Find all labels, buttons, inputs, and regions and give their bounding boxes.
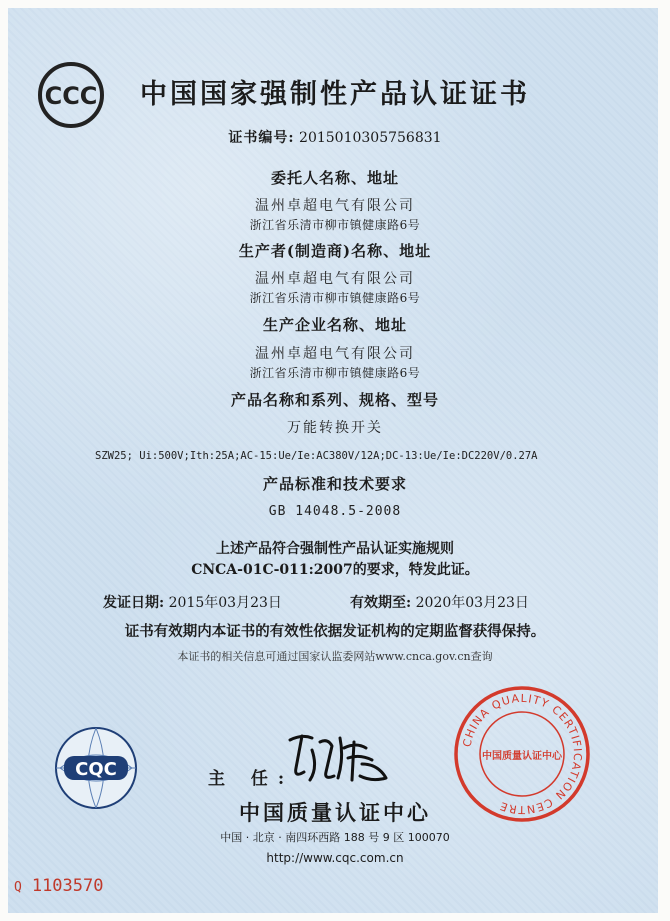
ccc-logo-icon: [36, 60, 106, 130]
product-standard: GB 14048.5-2008: [268, 504, 402, 519]
svg-text:CHINA QUALITY CERTIFICATION CE: CHINA QUALITY CERTIFICATION CENTRE: [460, 691, 585, 817]
director-label: 主 任:: [208, 769, 295, 789]
certificate-number-value: 2015010305756831: [299, 130, 442, 146]
serial-prefix: Q: [14, 880, 22, 895]
issue-date-label: 发证日期:: [103, 595, 165, 611]
official-seal-icon: [452, 684, 592, 824]
issue-date-block: [103, 592, 282, 612]
certificate-number-label: 证书编号:: [228, 130, 295, 146]
expiry-date-label: 有效期至:: [350, 595, 412, 611]
compliance-line-1: 上述产品符合强制性产品认证实施规则: [216, 541, 454, 557]
serial-number-value: 1103570: [31, 876, 104, 896]
svg-text:CCC: CCC: [44, 82, 98, 110]
applicant-heading: 委托人名称、地址: [270, 169, 399, 187]
director-signature-icon: [282, 728, 402, 788]
manufacturer-name: 温州卓超电气有限公司: [255, 271, 415, 287]
factory-address: 浙江省乐清市柳市镇健康路6号: [249, 366, 421, 380]
factory-name: 温州卓超电气有限公司: [255, 346, 415, 362]
expiry-date-block: [350, 592, 529, 612]
product-heading: 产品名称和系列、规格、型号: [230, 391, 439, 409]
issuing-org-url: http://www.cqc.com.cn: [266, 851, 404, 865]
certificate-number: [0, 127, 670, 147]
applicant-name: 温州卓超电气有限公司: [255, 198, 415, 214]
issuing-org-address: 中国 · 北京 · 南四环西路 188 号 9 区 100070: [220, 831, 450, 844]
manufacturer-heading: 生产者(制造商)名称、地址: [238, 242, 432, 260]
issue-date-value: 2015年03月23日: [168, 595, 282, 611]
product-spec: SZW25; Ui:500V;Ith:25A;AC-15:Ue/Ie:AC380V/12A;DC-13:Ue/Ie:DC220V/0.27A: [95, 450, 538, 462]
expiry-date-value: 2020年03月23日: [415, 595, 529, 611]
svg-text:中国质量认证中心: 中国质量认证中心: [482, 751, 562, 762]
factory-heading: 生产企业名称、地址: [262, 316, 407, 334]
compliance-line-2: CNCA-01C-011:2007的要求，特发此证。: [191, 562, 479, 578]
validity-notice: 证书有效期内本证书的有效性依据发证机构的定期监督获得保持。: [124, 623, 546, 640]
svg-text:CQC: CQC: [75, 759, 117, 780]
serial-number: [14, 876, 103, 896]
applicant-address: 浙江省乐清市柳市镇健康路6号: [249, 218, 421, 232]
issuing-org-name: 中国质量认证中心: [239, 801, 431, 825]
product-name: 万能转换开关: [287, 420, 383, 436]
standard-heading: 产品标准和技术要求: [262, 475, 407, 493]
certificate-title: 中国国家强制性产品认证证书: [140, 79, 530, 110]
manufacturer-address: 浙江省乐清市柳市镇健康路6号: [249, 291, 421, 305]
info-note: 本证书的相关信息可通过国家认监委网站www.cnca.gov.cn查询: [177, 650, 493, 663]
